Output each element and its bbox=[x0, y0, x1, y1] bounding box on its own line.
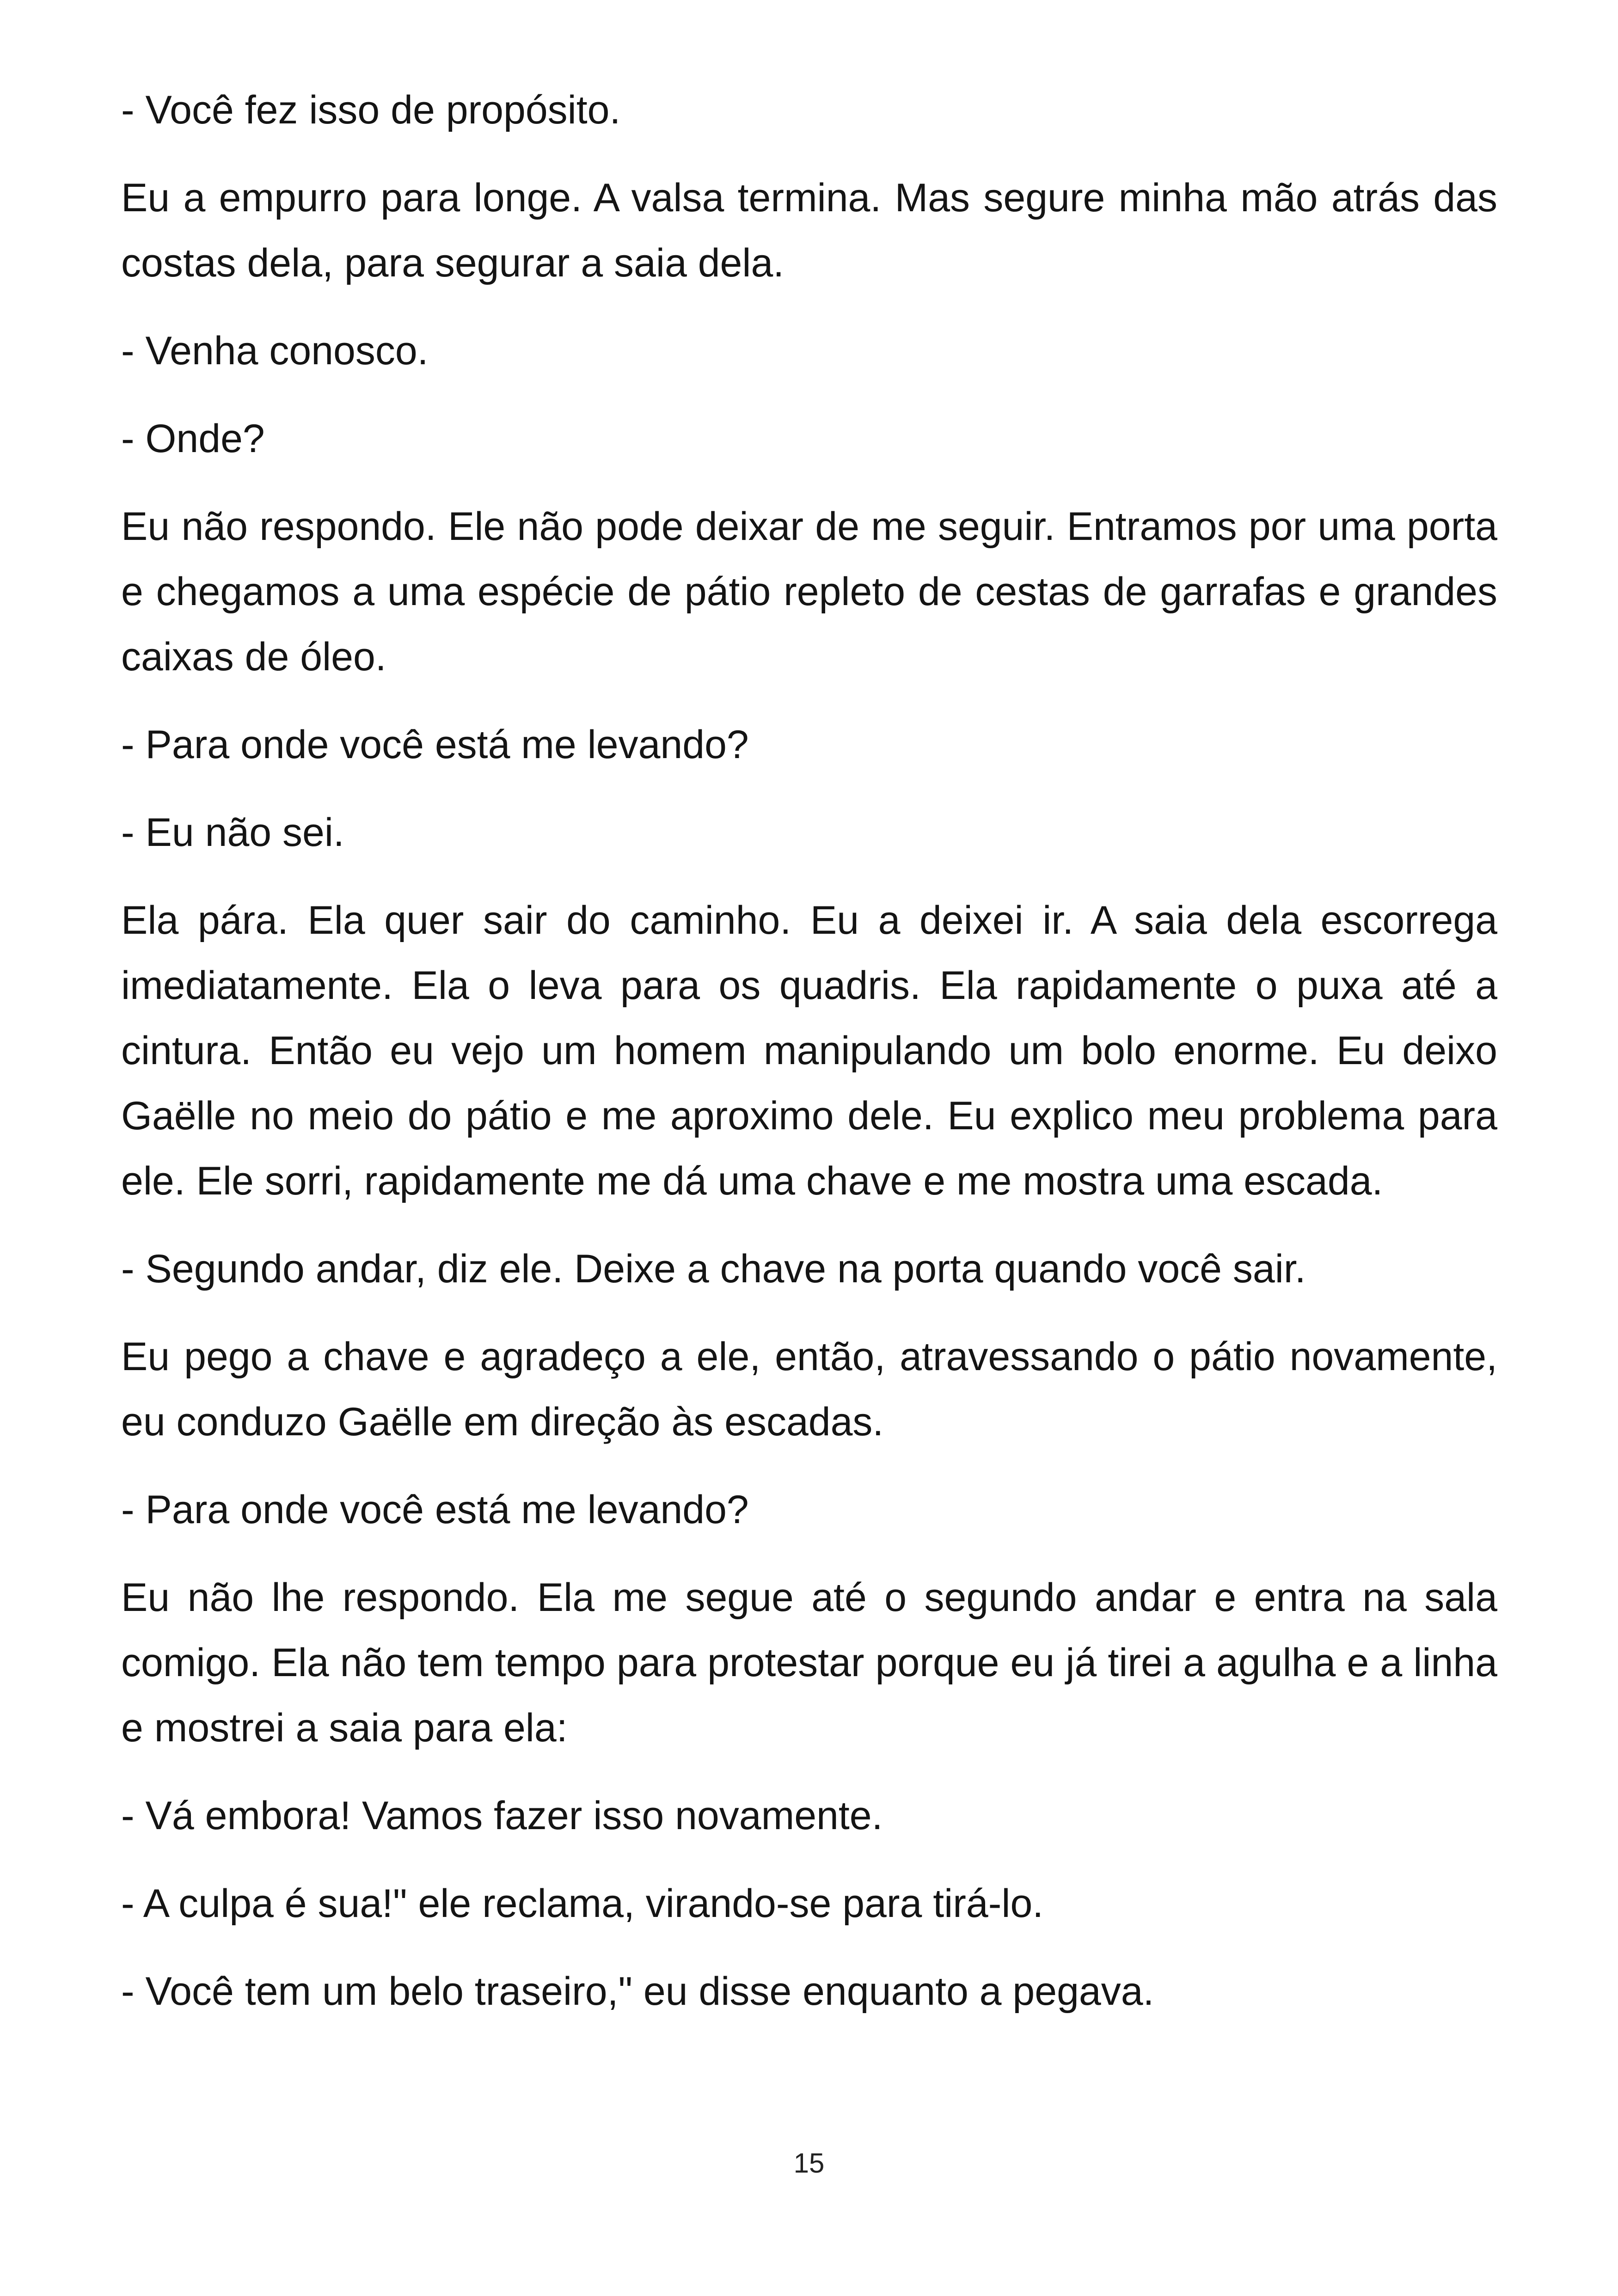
paragraph-dialogue: - Venha conosco. bbox=[121, 329, 429, 373]
paragraph-dialogue: - Segundo andar, diz ele. Deixe a chave na porta quando você sair. bbox=[121, 1247, 1306, 1291]
paragraph-dialogue: - A culpa é sua!" ele reclama, virando-se para tirá-lo. bbox=[121, 1881, 1044, 1926]
paragraph: Eu não respondo. Ele não pode deixar de me seguir. Entramos por uma porta e chegamos a uma espécie de pátio repleto de cestas de garrafas e grandes caixas de óleo. bbox=[121, 504, 1497, 679]
paragraph: Eu a empurro para longe. A valsa termina. Mas segure minha mão atrás das costas dela, para segurar a saia dela. bbox=[121, 176, 1497, 285]
paragraph-dialogue: - Você fez isso de propósito. bbox=[121, 88, 621, 132]
paragraph-dialogue: - Para onde você está me levando? bbox=[121, 722, 749, 767]
paragraph-dialogue: - Eu não sei. bbox=[121, 810, 344, 855]
paragraph: Ela pára. Ela quer sair do caminho. Eu a deixei ir. A saia dela escorrega imediatamente. Ela o leva para os quadris. Ela rapidamente o puxa até a cintura. Então eu vejo um homem manipulando um bolo enorme. Eu deixo Gaëlle no meio do pátio e me aproximo dele. Eu explico meu problema para ele. Ele sorri, rapidamente me dá uma chave e me mostra uma escada. bbox=[121, 898, 1497, 1203]
page-number: 15 bbox=[793, 2148, 825, 2179]
paragraph-dialogue: - Para onde você está me levando? bbox=[121, 1488, 749, 1532]
body-text bbox=[121, 78, 1497, 2047]
paragraph: Eu não lhe respondo. Ela me segue até o segundo andar e entra na sala comigo. Ela não tem tempo para protestar porque eu já tirei a agulha e a linha e mostrei a saia para ela: bbox=[121, 1575, 1497, 1750]
paragraph-dialogue: - Onde? bbox=[121, 416, 265, 461]
paragraph-dialogue: - Você tem um belo traseiro," eu disse enquanto a pegava. bbox=[121, 1969, 1154, 2014]
paragraph-dialogue: - Vá embora! Vamos fazer isso novamente. bbox=[121, 1794, 883, 1838]
paragraph: Eu pego a chave e agradeço a ele, então, atravessando o pátio novamente, eu conduzo Gaëlle em direção às escadas. bbox=[121, 1335, 1497, 1444]
